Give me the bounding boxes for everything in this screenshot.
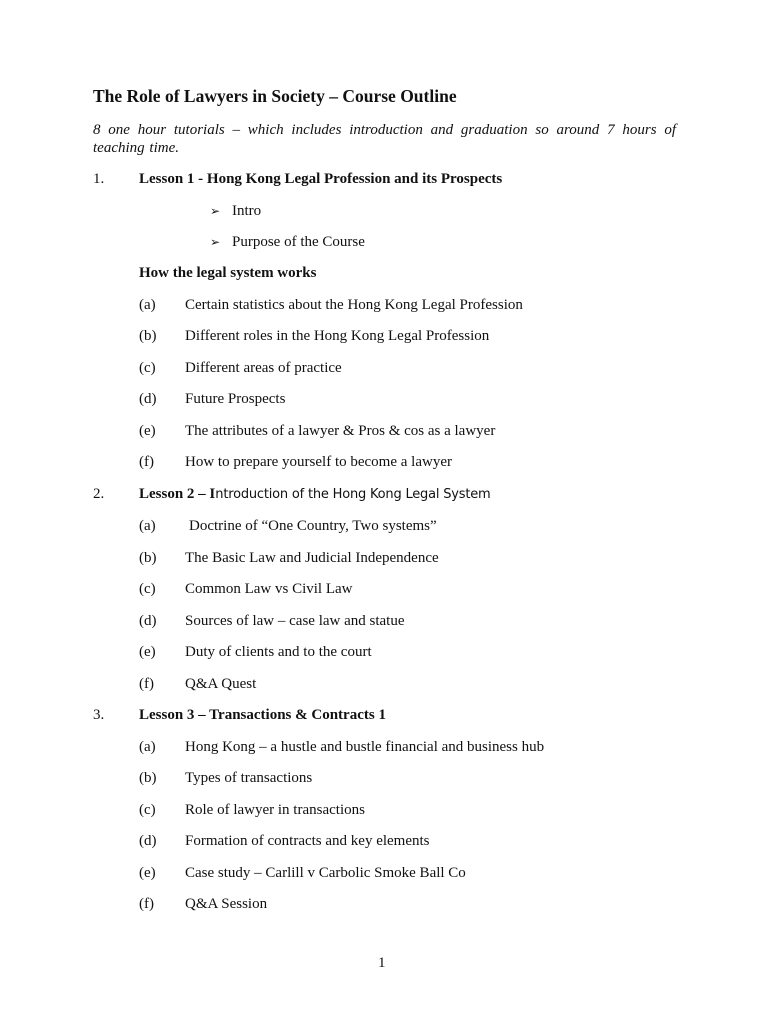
item-text: The Basic Law and Judicial Independence (185, 550, 439, 566)
item-text: Case study – Carlill v Carbolic Smoke Ball Co (185, 865, 466, 881)
item-text: How to prepare yourself to become a lawyer (185, 454, 452, 470)
lesson-2-title (139, 485, 491, 504)
item-text: Certain statistics about the Hong Kong Legal Profession (185, 297, 523, 313)
lesson-1-subheading: How the legal system works (139, 265, 317, 281)
bullet-item: Intro (232, 203, 262, 219)
bullet-item: Purpose of the Course (232, 234, 365, 250)
item-text: Different areas of practice (185, 360, 342, 376)
item-text: Doctrine of “One Country, Two systems” (189, 518, 437, 534)
item-text: Types of transactions (185, 770, 313, 786)
item-mark: (c) (139, 360, 156, 376)
lesson-1-title: Lesson 1 - Hong Kong Legal Profession and its Prospects (139, 171, 503, 187)
item-mark: (e) (139, 865, 156, 881)
lesson-3-title: Lesson 3 – Transactions & Contracts 1 (139, 707, 386, 723)
item-text: Future Prospects (185, 391, 286, 407)
lesson-2-number: 2. (93, 486, 105, 502)
item-text: Common Law vs Civil Law (185, 581, 353, 597)
item-mark: (b) (139, 550, 157, 566)
item-mark: (a) (139, 297, 156, 313)
item-mark: (f) (139, 676, 154, 692)
lesson-3-number: 3. (93, 707, 105, 723)
item-text: Sources of law – case law and statue (185, 613, 405, 629)
item-mark: (e) (139, 644, 156, 660)
item-mark: (c) (139, 802, 156, 818)
item-text: Role of lawyer in transactions (185, 802, 365, 818)
item-mark: (b) (139, 328, 157, 344)
lesson-1-number: 1. (93, 171, 105, 187)
item-mark: (e) (139, 423, 156, 439)
item-text: Formation of contracts and key elements (185, 833, 430, 849)
item-text: Duty of clients and to the court (185, 644, 372, 660)
arrow-bullet-icon: ➢ (210, 204, 221, 218)
item-text: Different roles in the Hong Kong Legal Profession (185, 328, 490, 344)
document-title: The Role of Lawyers in Society – Course Outline (93, 86, 457, 106)
lesson-2-title-prefix: Lesson 2 – I (139, 486, 216, 502)
item-mark: (d) (139, 833, 157, 849)
item-mark: (b) (139, 770, 157, 786)
item-mark: (f) (139, 454, 154, 470)
item-mark: (f) (139, 896, 154, 912)
item-text: Q&A Quest (185, 676, 257, 692)
arrow-bullet-icon: ➢ (210, 235, 221, 249)
item-mark: (a) (139, 518, 156, 534)
item-text: The attributes of a lawyer & Pros & cos as a lawyer (185, 423, 496, 439)
page-number: 1 (378, 955, 386, 971)
item-mark: (a) (139, 739, 156, 755)
item-text: Hong Kong – a hustle and bustle financial and business hub (185, 739, 545, 755)
item-mark: (c) (139, 581, 156, 597)
lesson-2-title-suffix: ntroduction of the Hong Kong Legal System (215, 487, 491, 502)
item-mark: (d) (139, 613, 157, 629)
item-text: Q&A Session (185, 896, 268, 912)
intro-text: 8 one hour tutorials – which includes introduction and graduation so around 7 hours of teaching time. (93, 122, 676, 156)
item-mark: (d) (139, 391, 157, 407)
